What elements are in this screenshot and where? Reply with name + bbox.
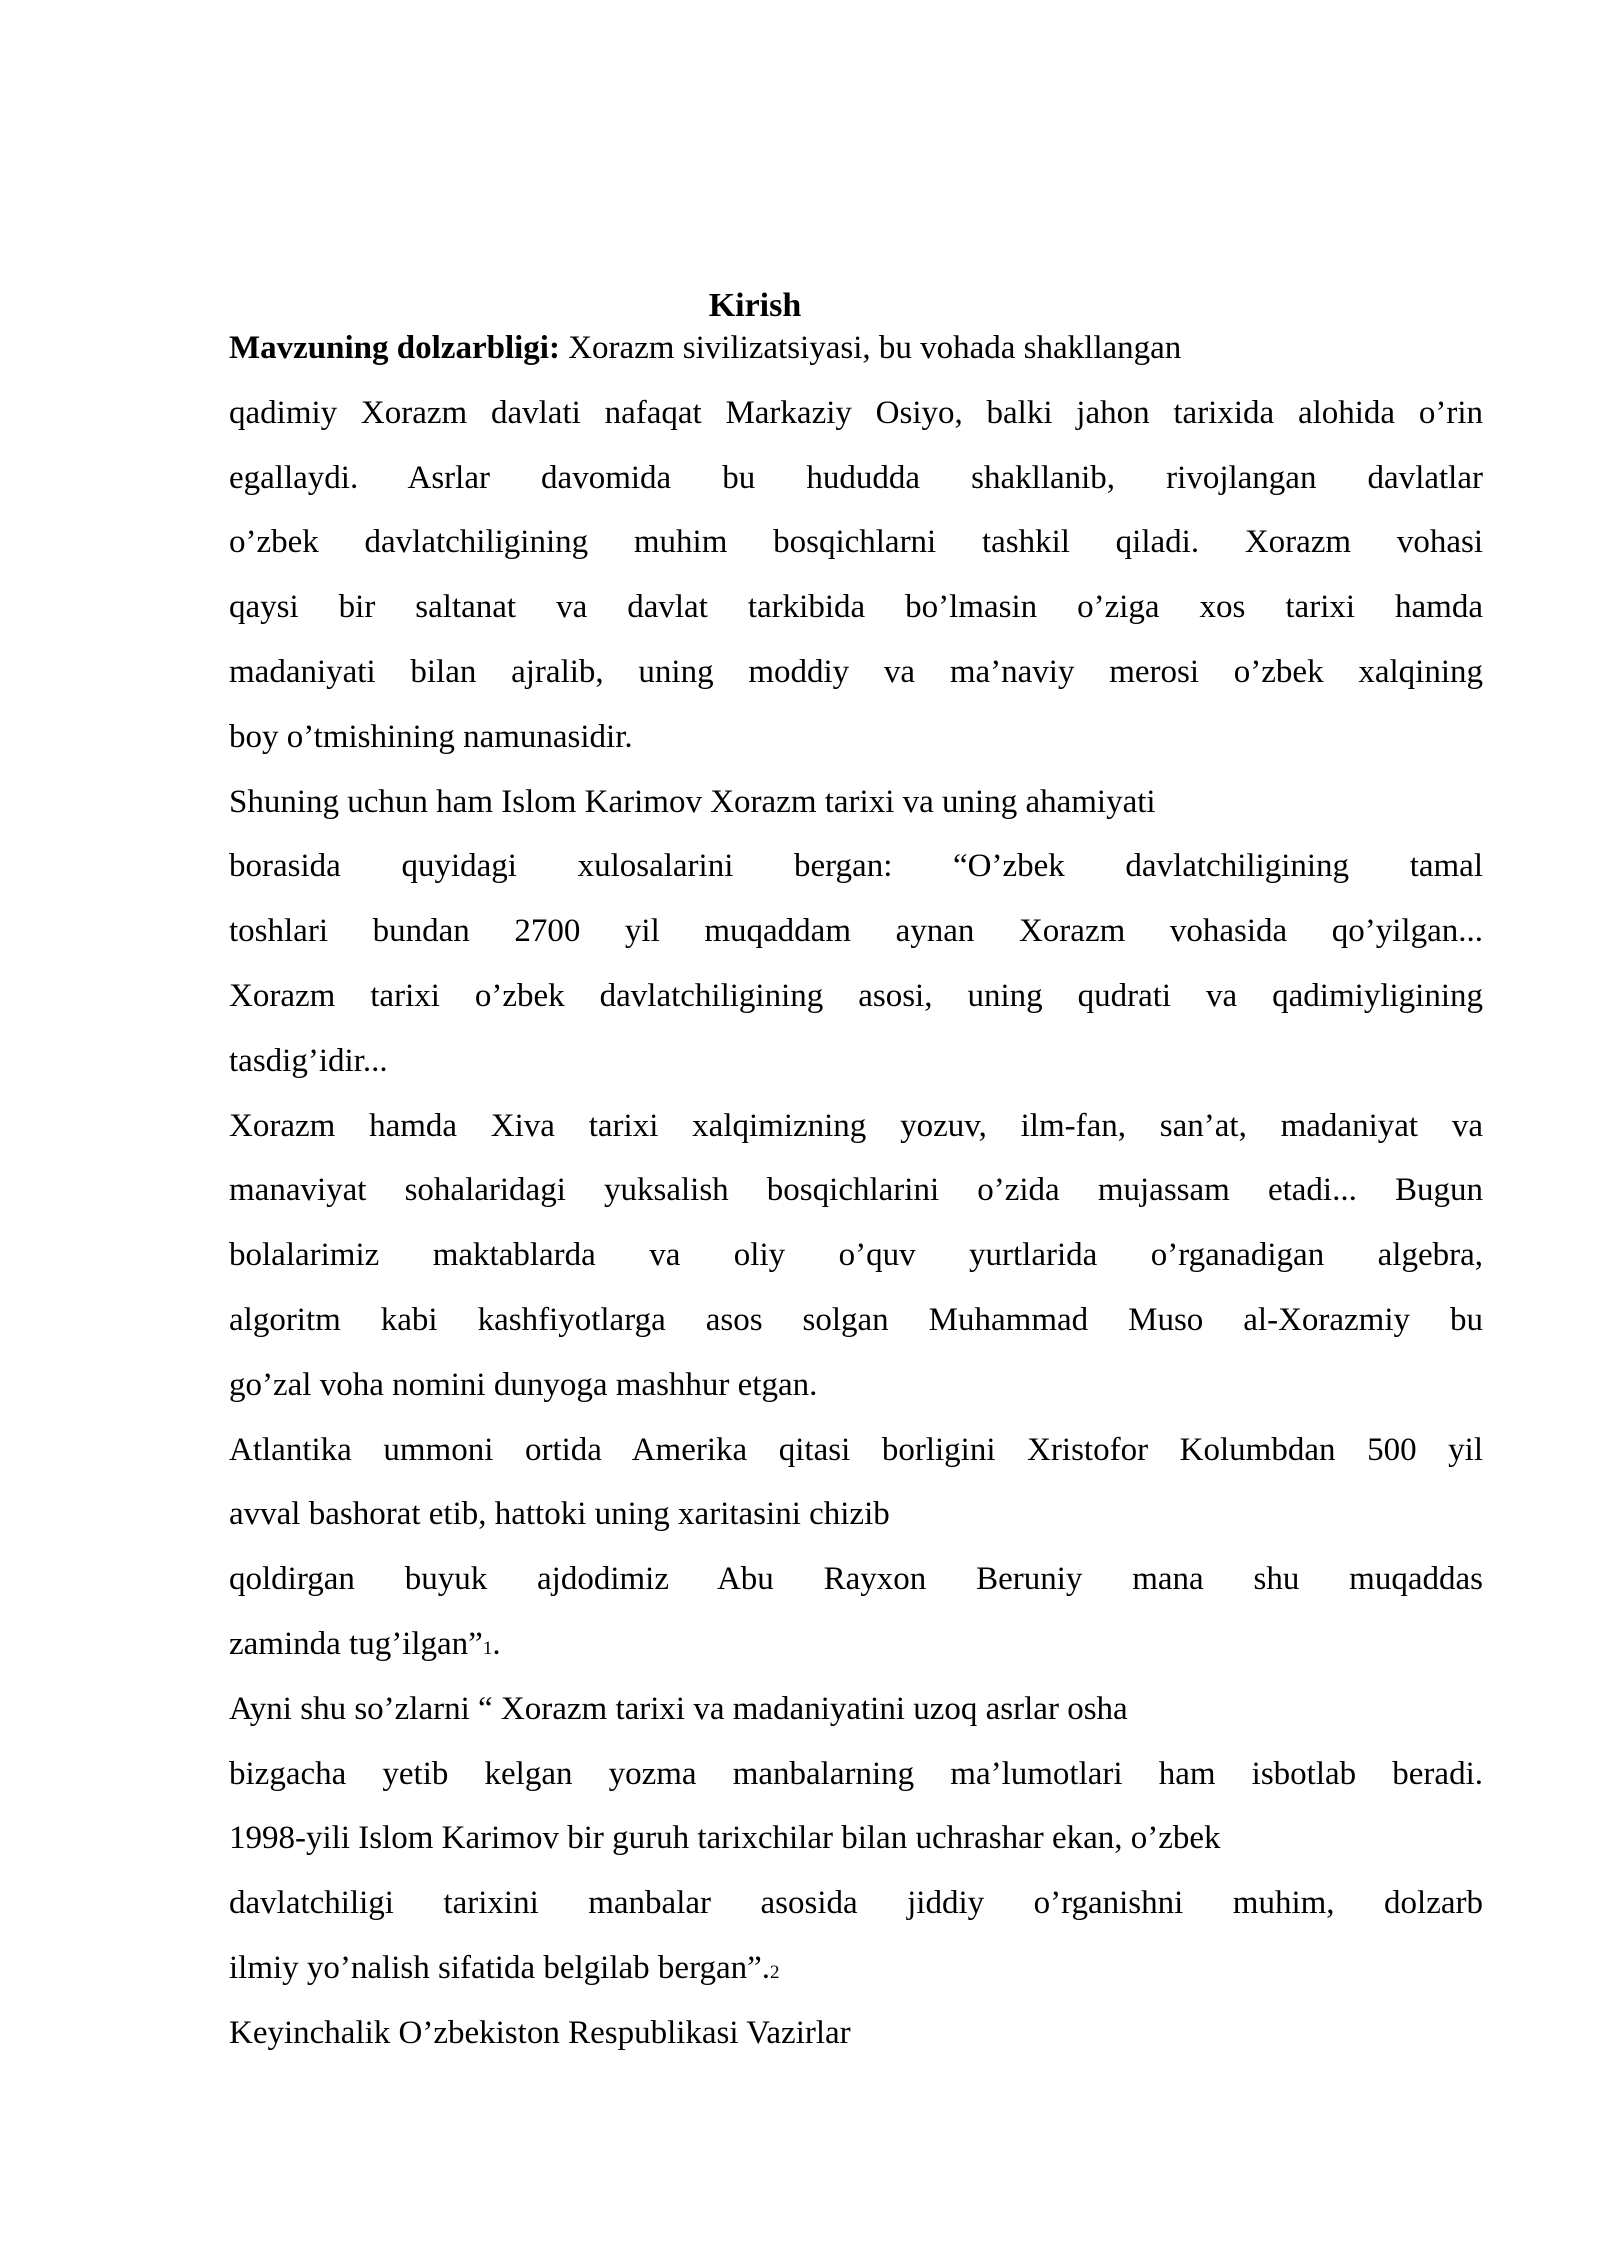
line-text: egallaydi. Asrlar davomida bu hududda shakllanib, rivojlangan davlatlar: [229, 459, 1483, 496]
footnote-marker: 2: [770, 1962, 780, 1983]
line-text: algoritm kabi kashfiyotlarga asos solgan Muhammad Muso al-Xorazmiy bu: [229, 1302, 1483, 1338]
text-line: [229, 518, 1483, 566]
line-text: bolalarimiz maktablarda va oliy o’quv yurtlarida o’rganadigan algebra,: [229, 1237, 1483, 1274]
text-line: [229, 907, 1483, 955]
text-line: [229, 1814, 1221, 1862]
text-line: [229, 972, 1483, 1020]
line-text: Ayni shu so’zlarni “ Xorazm tarixi va madaniyatini uzoq asrlar osha: [229, 1690, 1128, 1727]
line-text: tasdig’idir...: [229, 1042, 388, 1079]
text-line: [229, 1685, 1128, 1733]
text-line: [229, 454, 1483, 502]
line-text: manaviyat sohalaridagi yuksalish bosqichlarini o’zida mujassam etadi... Bugun: [229, 1172, 1483, 1209]
line-text: zaminda tug’ilgan”: [229, 1626, 483, 1662]
line-text: qadimiy Xorazm davlati nafaqat Markaziy Osiyo, balki jahon tarixida alohida o’rin: [229, 394, 1483, 431]
text-line: [229, 778, 1156, 826]
line-text: qaysi bir saltanat va davlat tarkibida bo’lmasin o’ziga xos tarixi hamda: [229, 589, 1483, 626]
line-text: boy o’tmishining namunasidir.: [229, 718, 633, 755]
line-text: borasida quyidagi xulosalarini bergan: “O’zbek davlatchiligining tamal: [229, 848, 1483, 885]
text-line: zaminda tug’ilgan”1.: [229, 1626, 501, 1662]
line-text: go’zal voha nomini dunyoga mashhur etgan.: [229, 1366, 818, 1403]
line-text: davlatchiligi tarixini manbalar asosida jiddiy o’rganishni muhim, dolzarb: [229, 1885, 1483, 1922]
text-line: [229, 1490, 890, 1538]
document-title: Kirish: [708, 287, 802, 324]
text-line: [229, 389, 1483, 437]
text-line: [229, 1944, 780, 1997]
line-text: ilmiy yo’nalish sifatida belgilab bergan”.: [229, 1950, 771, 1986]
text-line: [229, 1879, 1483, 1927]
text-line: [229, 583, 1483, 631]
text-line: [229, 1166, 1483, 1214]
text-line: [229, 648, 1483, 696]
line-text: Xorazm tarixi o’zbek davlatchiligining asosi, uning qudrati va qadimiyligining: [229, 978, 1483, 1014]
text-line: [229, 1750, 1483, 1798]
text-line: [229, 713, 633, 761]
line-text: o’zbek davlatchiligining muhim bosqichlarni tashkil qiladi. Xorazm vohasi: [229, 524, 1483, 561]
text-line: [229, 842, 1483, 890]
text-line: [229, 1555, 1483, 1603]
line-text: madaniyati bilan ajralib, uning moddiy va ma’naviy merosi o’zbek xalqining: [229, 654, 1483, 690]
line-text: qoldirgan buyuk ajdodimiz Abu Rayxon Beruniy mana shu muqaddas: [229, 1561, 1483, 1598]
line-text: bizgacha yetib kelgan yozma manbalarning ma’lumotlari ham isbotlab beradi.: [229, 1755, 1483, 1792]
text-line: [229, 1296, 1483, 1344]
line-text: Xorazm hamda Xiva tarixi xalqimizning yozuv, ilm-fan, san’at, madaniyat va: [229, 1107, 1483, 1144]
text-line: [229, 1231, 1483, 1279]
lead-label: Mavzuning dolzarbligi:: [229, 330, 560, 366]
text-line: [229, 1426, 1483, 1474]
text-line: [229, 1102, 1483, 1150]
footnote-marker: 1: [482, 1638, 493, 1659]
text-line: [229, 2009, 851, 2057]
line-text: Keyinchalik O’zbekiston Respublikasi Vazirlar: [229, 2014, 851, 2051]
text-line: [229, 324, 1181, 372]
line-text: toshlari bundan 2700 yil muqaddam aynan Xorazm vohasida qo’yilgan...: [229, 913, 1483, 950]
line-text: Shuning uchun ham Islom Karimov Xorazm tarixi va uning ahamiyati: [229, 783, 1156, 820]
line-text: 1998-yili Islom Karimov bir guruh tarixchilar bilan uchrashar ekan, o’zbek: [229, 1820, 1221, 1857]
line-text: avval bashorat etib, hattoki uning xaritasini chizib: [229, 1496, 890, 1533]
text-line: [229, 1361, 817, 1409]
line-text: Atlantika ummoni ortida Amerika qitasi borligini Xristofor Kolumbdan 500 yil: [229, 1431, 1483, 1468]
text-line: [229, 1037, 388, 1085]
line-text: Xorazm sivilizatsiyasi, bu vohada shakllangan: [568, 330, 1182, 366]
